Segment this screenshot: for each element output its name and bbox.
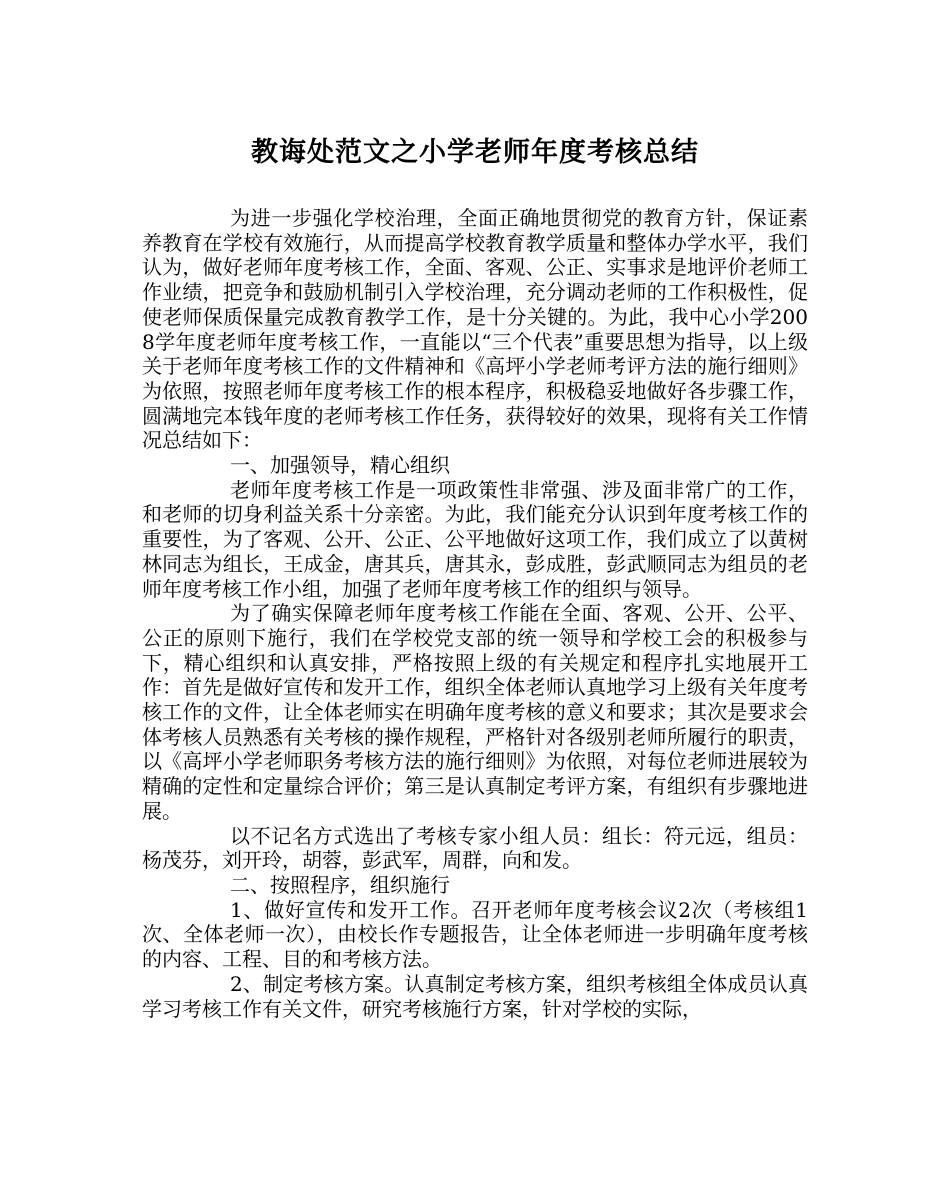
paragraph-leadership: 老师年度考核工作是一项政策性非常强、涉及面非常广的工作，和老师的切身利益关系十分亲密。为此，我们能充分认识到年度考核工作的重要性，为了客观、公开、公正、公平地做好这项工作，我们成立了以黄树林同志为组长，王成金，唐其兵，唐其永，彭成胜，彭武顺同志为组员的老师年度考核工作小组，加强了老师年度考核工作的组织与领导。 [142, 477, 808, 601]
paragraph-intro: 为进一步强化学校治理，全面正确地贯彻党的教育方针，保证素养教育在学校有效施行，从而提高学校教育教学质量和整体办学水平，我们认为，做好老师年度考核工作，全面、客观、公正、实事求是地评价老师工作业绩，把竞争和鼓励机制引入学校治理，充分调动老师的工作积极性，促使老师保质保量完成教育教学工作，是十分关键的。为此，我中心小学2008学年度老师年度考核工作，一直能以“三个代表”重要思想为指导，以上级关于老师年度考核工作的文件精神和《高坪小学老师考评方法的施行细则》为依照，按照老师年度考核工作的根本程序，积极稳妥地做好各步骤工作，圆满地完本钱年度的老师考核工作任务，获得较好的效果，现将有关工作情况总结如下： [142, 206, 808, 453]
paragraph-step-1: 1、做好宣传和发开工作。召开老师年度考核会议2次（考核组1次、全体老师一次），由校长作专题报告，让全体老师进一步明确年度考核的内容、工程、目的和考核方法。 [142, 897, 808, 972]
paragraph-expert-group: 以不记名方式选出了考核专家小组人员：组长：符元远，组员：杨茂芬，刘开玲，胡蓉，彭武军，周群，向和发。 [142, 823, 808, 873]
document-title: 教诲处范文之小学老师年度考核总结 [251, 137, 699, 168]
section-heading-1: 一、加强领导，精心组织 [230, 453, 450, 478]
paragraph-principles: 为了确实保障老师年度考核工作能在全面、客观、公开、公平、公正的原则下施行，我们在学校党支部的统一领导和学校工会的积极参与下，精心组织和认真安排，严格按照上级的有关规定和程序扎实地展开工作：首先是做好宣传和发开工作，组织全体老师认真地学习上级有关年度考核工作的文件，让全体老师实在明确年度考核的意义和要求；其次是要求会体考核人员熟悉有关考核的操作规程，严格针对各级别老师所履行的职责，以《高坪小学老师职务考核方法的施行细则》为依照，对每位老师进展较为精确的定性和定量综合评价；第三是认真制定考评方案，有组织有步骤地进展。 [142, 601, 808, 823]
section-heading-2: 二、按照程序，组织施行 [230, 872, 450, 897]
paragraph-step-2: 2、制定考核方案。认真制定考核方案，组织考核组全体成员认真学习考核工作有关文件，研究考核施行方案，针对学校的实际， [142, 971, 808, 1021]
document-body [142, 206, 808, 1021]
